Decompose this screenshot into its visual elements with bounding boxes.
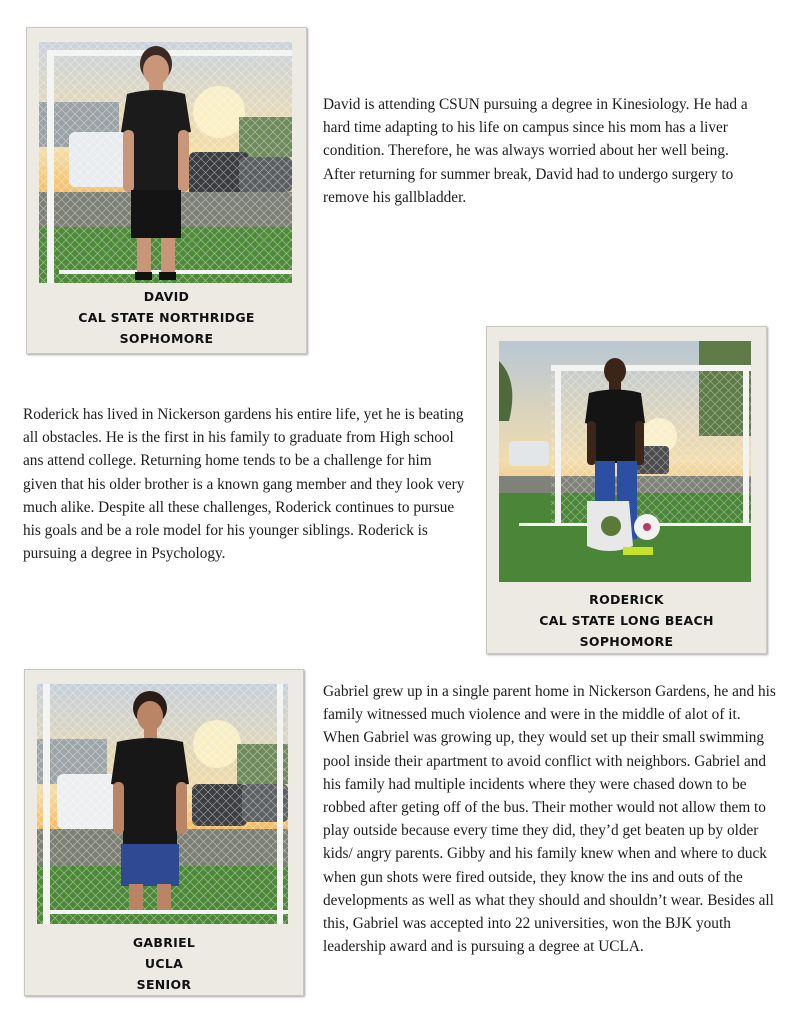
profile-card-roderick [486,326,767,654]
david-school: CAL STATE NORTHRIDGE [78,310,255,325]
david-bio: David is attending CSUN pursuing a degree in Kinesiology. He had a hard time adapting to his life on campus since his mom has a liver condition. Therefore, he was always worried about her well being. After returning for summer break, David had to undergo surgery to remove his gallbladder. [323,96,748,206]
gabriel-year: SENIOR [136,977,192,992]
gabriel-caption [25,932,303,995]
david-caption [27,286,306,349]
roderick-photo [499,341,751,582]
profile-card-david [26,27,307,354]
roderick-name: RODERICK [589,592,664,607]
roderick-caption [487,589,766,652]
david-name: DAVID [143,289,190,304]
gabriel-photo [37,684,288,924]
gabriel-bio: Gabriel grew up in a single parent home in Nickerson Gardens, he and his family witnessed much violence and were in the middle of alot of it. When Gabriel was growing up, they would set up their small swimming pool inside their apartment to avoid conflict with neighbors. Gabriel and his family had multiple incidents where they were chased down to be robbed after geting off of the bus. Their mother would not allow them to play outside because every time they did, they’d get beaten up by older kids/ angry parents. Gibby and his family knew when and where to duck when gun shots were fired outside, they know the ins and outs of the developments as well as what they should and shouldn’t wear. Besides all this, Gabriel was accepted into 22 universities, won the BJK youth leadership award and is pursuing a degree at UCLA. [323,683,776,956]
roderick-year: SOPHOMORE [579,634,674,649]
gabriel-name: GABRIEL [132,935,196,950]
roderick-bio: Roderick has lived in Nickerson gardens his entire life, yet he is beating all obstacles. He is the first in his family to graduate from High school ans attend college. Returning home tends to be a challenge for him given that his older brother is a known gang member and they look very much alike. Despite all these challenges, Roderick continues to pursue his goals and be a role model for his younger siblings. Roderick is pursuing a degree in Psychology. [23,406,465,563]
david-year: SOPHOMORE [119,331,214,346]
profile-card-gabriel [24,669,304,996]
gabriel-school: UCLA [144,956,184,971]
david-photo [39,42,292,283]
roderick-school: CAL STATE LONG BEACH [539,613,714,628]
